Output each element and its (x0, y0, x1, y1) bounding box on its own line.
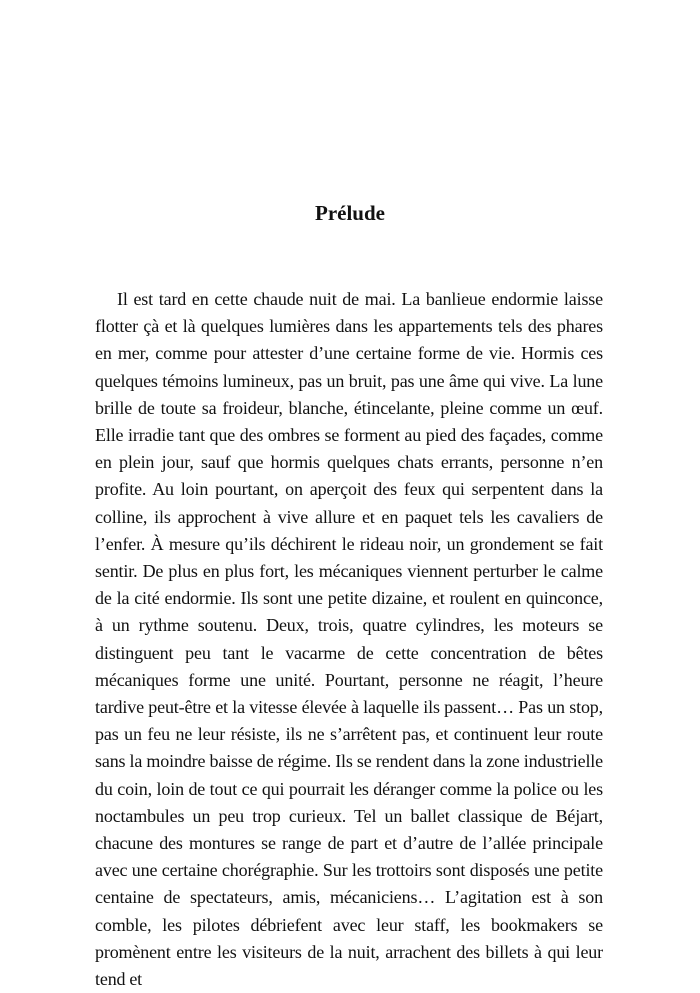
chapter-paragraph: Il est tard en cette chaude nuit de mai. La banlieue endormie laisse flotter çà et là quelques lumières dans les appartements tels des phares en mer, comme pour attester d’une certaine forme de vie. Hormis ces quelques témoins lumineux, pas un bruit, pas une âme qui vive. La lune brille de toute sa froideur, blanche, étincelante, pleine comme un œuf. Elle irradie tant que des ombres se forment au pied des façades, comme en plein jour, sauf que hormis quelques chats errants, personne n’en profite. Au loin pourtant, on aperçoit des feux qui serpentent dans la colline, ils approchent à vive allure et en paquet tels les cavaliers de l’enfer. À mesure qu’ils déchirent le rideau noir, un grondement se fait sentir. De plus en plus fort, les mécaniques viennent perturber le calme de la cité endormie. Ils sont une petite dizaine, et roulent en quinconce, à un rythme soutenu. Deux, trois, quatre cylindres, les moteurs se distinguent peu tant le vacarme de cette concentration de bêtes mécaniques forme une unité. Pourtant, personne ne réagit, l’heure tardive peut-être et la vitesse élevée à laquelle ils passent… Pas un stop, pas un feu ne leur résiste, ils ne s’arrêtent pas, et continuent leur route sans la moindre baisse de régime. Ils se rendent dans la zone industrielle du coin, loin de tout ce qui pourrait les déranger comme la police ou les noctambules un peu trop curieux. Tel un ballet classique de Béjart, chacune des montures se range de part et d’autre de l’allée principale avec une certaine chorégraphie. Sur les trottoirs sont disposés une petite centaine de spectateurs, amis, mécaniciens… L’agitation est à son comble, les pilotes débriefent avec leur staff, les bookmakers se promènent entre les visiteurs de la nuit, arrachent des billets à qui leur tend et (95, 289, 603, 990)
chapter-title: Prélude (315, 201, 385, 225)
